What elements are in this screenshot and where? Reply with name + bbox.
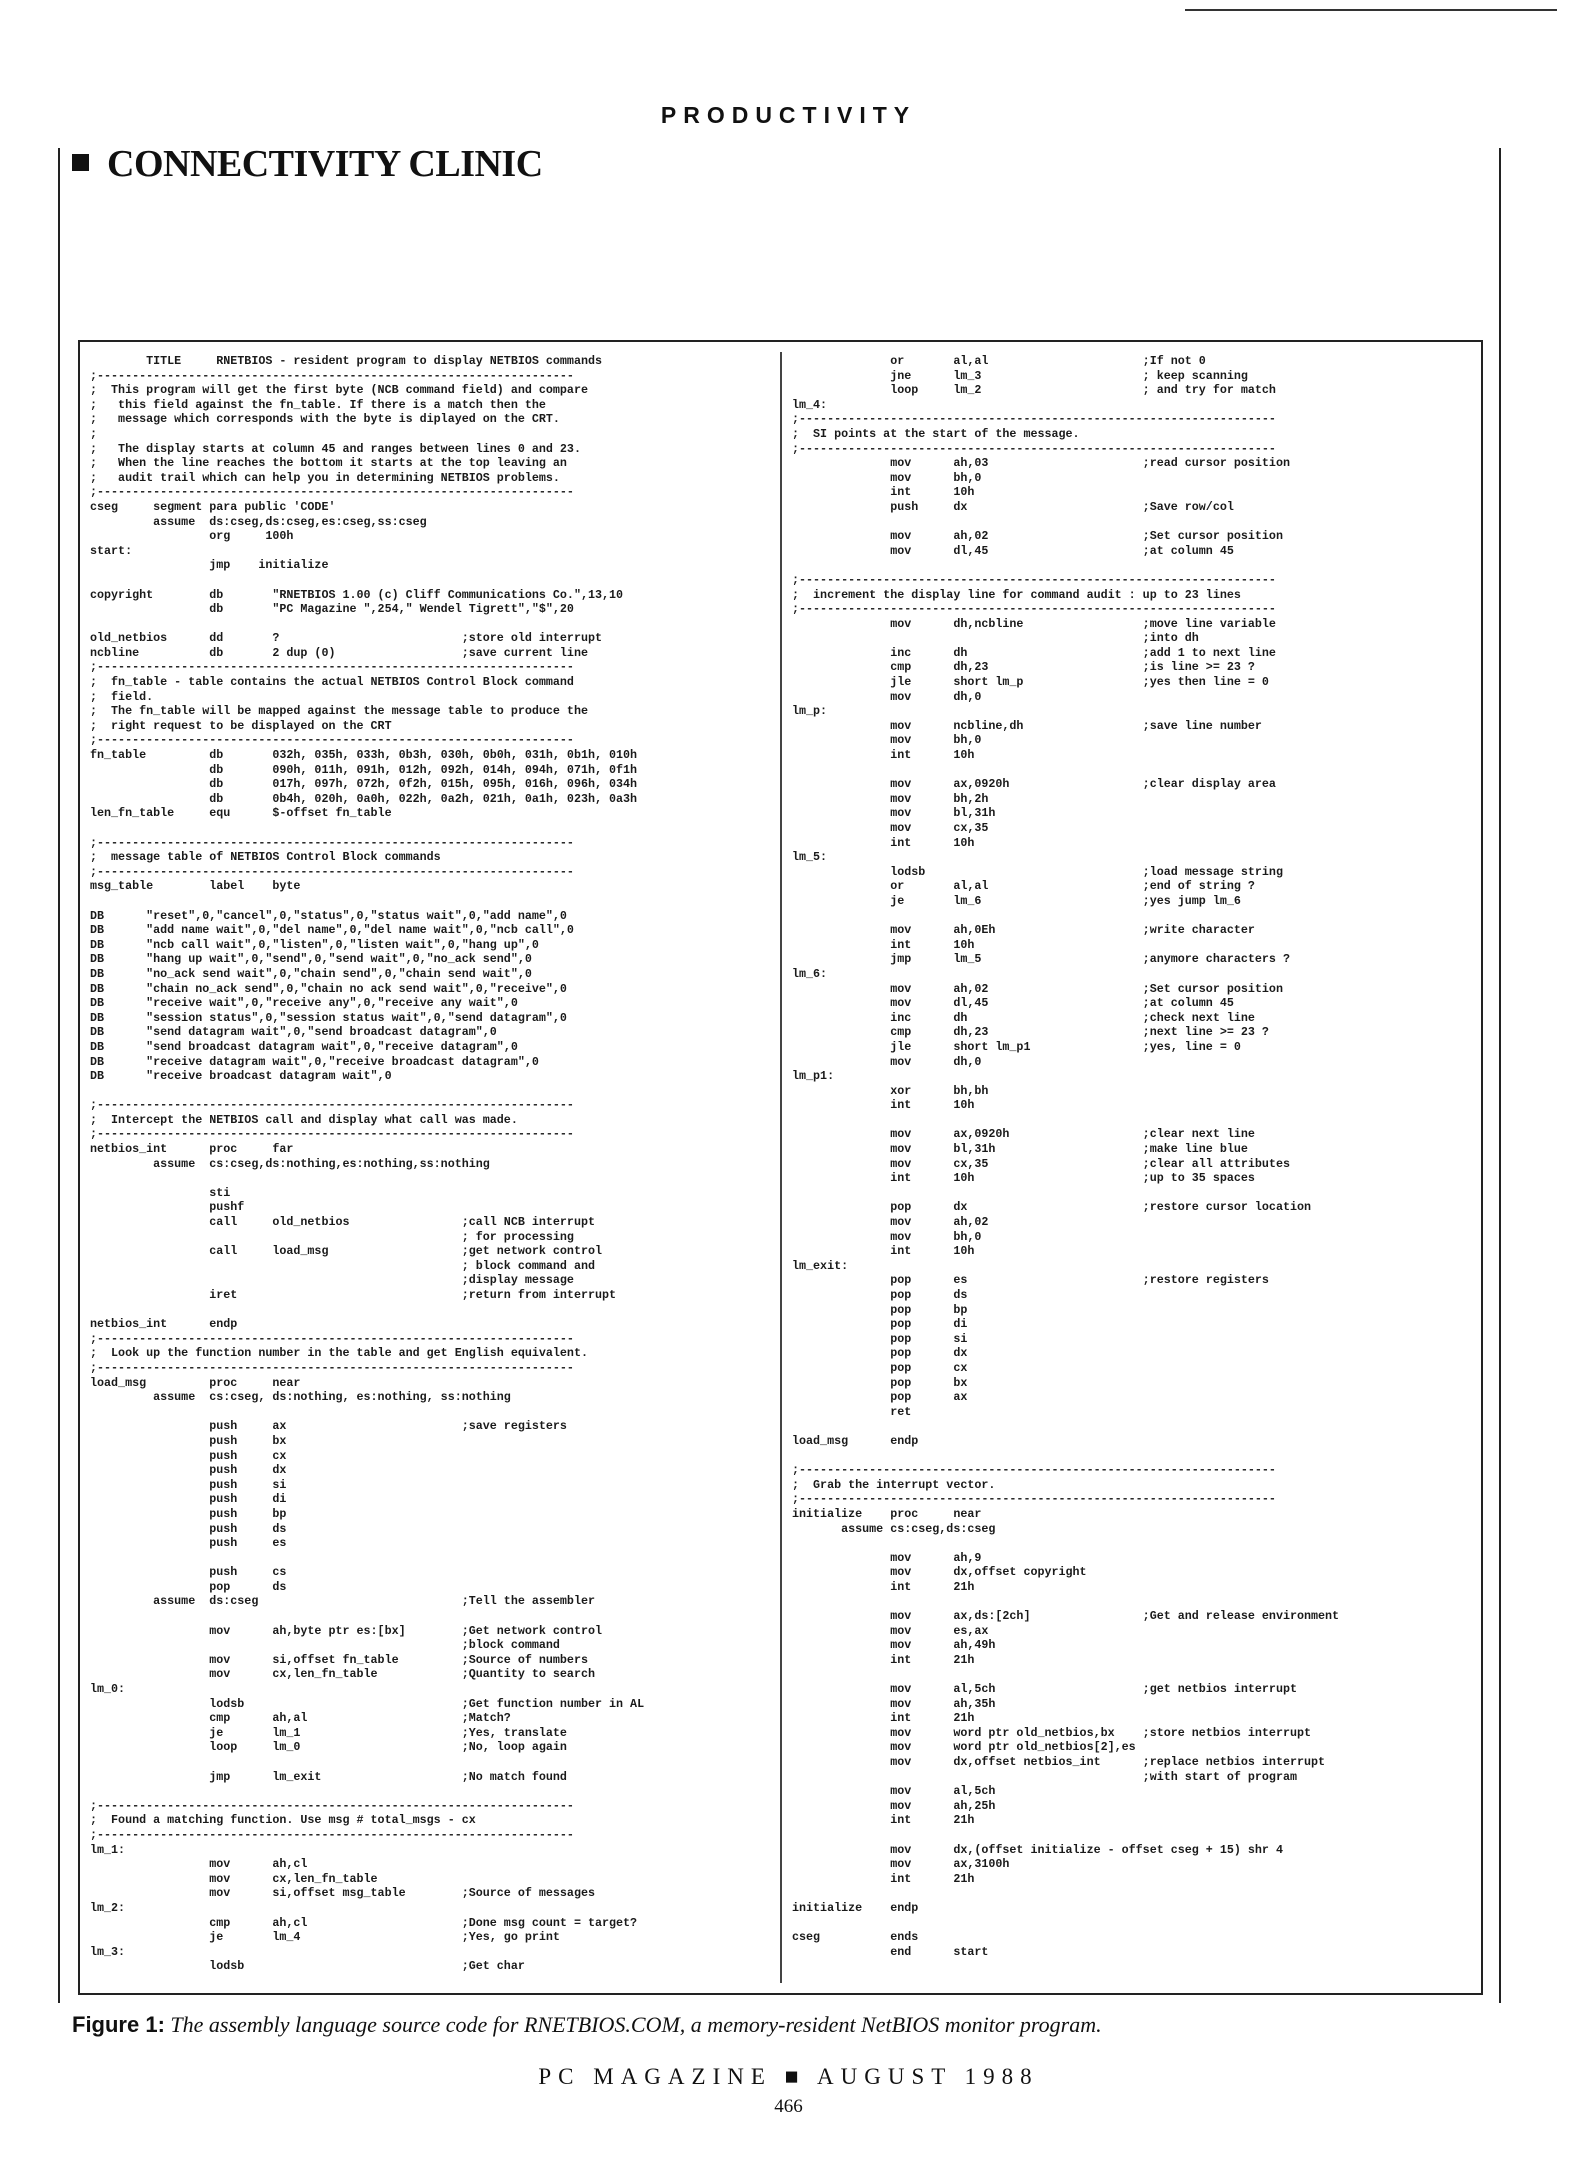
- code-line: jle short lm_p1 ;yes, line = 0: [792, 1039, 1241, 1054]
- code-line: [90, 1551, 770, 1566]
- code-line: mov bh,0: [792, 733, 982, 748]
- code-line: cmp dh,23 ;next line >= 23 ?: [792, 1025, 1269, 1040]
- code-line: mov cx,len_fn_table: [90, 1871, 378, 1886]
- code-line: len_fn_table equ $-offset fn_table: [90, 806, 392, 821]
- code-line: DB "receive broadcast datagram wait",0: [90, 1069, 392, 1084]
- code-line: assume cs:cseg, ds:nothing, es:nothing, ss:nothing: [90, 1390, 511, 1405]
- code-line: pop dx ;restore cursor location: [792, 1200, 1312, 1215]
- code-line: push bp: [90, 1506, 287, 1521]
- code-line: ret: [792, 1404, 912, 1419]
- code-line: int 10h: [792, 748, 975, 763]
- code-line: [90, 1755, 770, 1770]
- code-line: ; When the line reaches the bottom it starts at the top leaving an: [90, 456, 567, 471]
- code-line: call load_msg ;get network control: [90, 1244, 602, 1259]
- code-line: mov ah,9: [792, 1550, 982, 1565]
- code-line: push cs: [90, 1565, 287, 1580]
- code-line: int 21h: [792, 1871, 975, 1886]
- code-line: DB "ncb call wait",0,"listen",0,"listen wait",0,"hang up",0: [90, 937, 539, 952]
- code-line: DB "session status",0,"session status wait",0,"send datagram",0: [90, 1010, 567, 1025]
- code-line: lm_2:: [90, 1900, 126, 1915]
- code-line: mov dl,45 ;at column 45: [792, 996, 1234, 1011]
- code-line: load_msg proc near: [90, 1375, 301, 1390]
- code-line: DB "hang up wait",0,"send",0,"send wait",0,"no_ack send",0: [90, 952, 532, 967]
- code-line: DB "send datagram wait",0,"send broadcast datagram",0: [90, 1025, 497, 1040]
- code-line: ncbline db 2 dup (0) ;save current line: [90, 645, 588, 660]
- code-line: DB "add name wait",0,"del name",0,"del name wait",0,"ncb call",0: [90, 923, 574, 938]
- code-line: db 090h, 011h, 091h, 012h, 092h, 014h, 094h, 071h, 0f1h: [90, 762, 638, 777]
- code-line: ; block command and: [90, 1258, 595, 1273]
- code-line: ;--------------------------------------------------------------------: [90, 835, 574, 850]
- code-line: mov dh,0: [792, 1054, 982, 1069]
- code-line: mov dl,45 ;at column 45: [792, 543, 1234, 558]
- code-line: ;--------------------------------------------------------------------: [792, 1492, 1276, 1507]
- code-listing-right: [792, 354, 1477, 1959]
- code-line: mov ah,02 ;Set cursor position: [792, 981, 1283, 996]
- code-line: lodsb ;Get char: [90, 1959, 525, 1974]
- code-line: initialize endp: [792, 1900, 919, 1915]
- code-line: ;--------------------------------------------------------------------: [792, 412, 1276, 427]
- code-line: [792, 1916, 1477, 1931]
- code-line: pop ax: [792, 1390, 968, 1405]
- code-line: [792, 1113, 1477, 1128]
- code-line: mov bh,2h: [792, 791, 989, 806]
- code-line: [90, 1171, 770, 1186]
- code-line: int 10h: [792, 485, 975, 500]
- code-line: cmp ah,cl ;Done msg count = target?: [90, 1915, 638, 1930]
- code-line: [792, 1186, 1477, 1201]
- code-line: mov cx,35: [792, 821, 989, 835]
- code-line: mov dh,ncbline ;move line variable: [792, 616, 1276, 631]
- caption-text: The assembly language source code for RNETBIOS.COM, a memory-resident NetBIOS monitor program.: [170, 2012, 1102, 2037]
- code-line: lm_p:: [792, 704, 828, 719]
- code-line: ;--------------------------------------------------------------------: [90, 864, 574, 879]
- code-line: mov bh,0: [792, 470, 982, 485]
- code-line: org 100h: [90, 529, 294, 544]
- code-line: ; Intercept the NETBIOS call and display what call was made.: [90, 1112, 518, 1127]
- code-line: lm_5:: [792, 850, 828, 865]
- code-line: ;--------------------------------------------------------------------: [792, 441, 1276, 456]
- code-line: mov ah,49h: [792, 1638, 996, 1653]
- section-label: PRODUCTIVITY: [660, 102, 917, 128]
- code-line: mov si,offset msg_table ;Source of messages: [90, 1886, 595, 1901]
- code-line: [792, 1449, 1477, 1464]
- code-line: jmp lm_5 ;anymore characters ?: [792, 952, 1290, 967]
- page-number: 466: [774, 2096, 803, 2117]
- code-line: mov ax,0920h ;clear display area: [792, 777, 1276, 792]
- code-line: mov bl,31h: [792, 806, 996, 821]
- code-line: push di: [90, 1492, 287, 1507]
- code-line: [792, 1886, 1477, 1901]
- code-line: ; increment the display line for command audit : up to 23 lines: [792, 587, 1241, 602]
- code-line: mov ah,03 ;read cursor position: [792, 456, 1290, 471]
- code-line: mov ah,0Eh ;write character: [792, 923, 1255, 938]
- code-line: int 10h: [792, 1244, 975, 1259]
- code-line: mov ax,3100h: [792, 1857, 1010, 1872]
- code-line: inc dh ;add 1 to next line: [792, 645, 1276, 660]
- code-line: ;--------------------------------------------------------------------: [90, 733, 574, 748]
- code-line: db 017h, 097h, 072h, 0f2h, 015h, 095h, 016h, 096h, 034h: [90, 777, 638, 792]
- code-line: jmp initialize: [90, 558, 329, 573]
- code-line: DB "chain no_ack send",0,"chain no ack send wait",0,"receive",0: [90, 981, 567, 996]
- code-line: cseg ends: [792, 1930, 919, 1945]
- code-line: or al,al ;If not 0: [792, 354, 1206, 368]
- code-line: pop dx: [792, 1346, 968, 1361]
- code-line: push dx: [90, 1463, 287, 1478]
- code-line: mov dx,offset netbios_int ;replace netbios interrupt: [792, 1755, 1326, 1769]
- code-line: assume ds:cseg ;Tell the assembler: [90, 1594, 595, 1609]
- code-line: copyright db "RNETBIOS 1.00 (c) Cliff Communications Co.",13,10: [90, 587, 624, 602]
- code-line: ; message which corresponds with the byte is diplayed on the CRT.: [90, 412, 560, 427]
- code-line: ;--------------------------------------------------------------------: [90, 1098, 574, 1113]
- code-line: start:: [90, 543, 133, 558]
- code-line: ;--------------------------------------------------------------------: [90, 1798, 574, 1813]
- code-line: loop lm_2 ; and try for match: [792, 383, 1276, 398]
- code-line: mov cx,len_fn_table ;Quantity to search: [90, 1667, 595, 1682]
- top-decorative-rule: [1185, 9, 1557, 11]
- code-line: [792, 1536, 1477, 1551]
- code-line: end start: [792, 1944, 989, 1959]
- code-line: ;into dh: [792, 631, 1199, 646]
- code-line: pop bp: [792, 1302, 968, 1317]
- code-line: ; right request to be displayed on the CRT: [90, 718, 392, 733]
- code-line: mov word ptr old_netbios[2],es: [792, 1740, 1136, 1755]
- code-line: [90, 894, 770, 909]
- code-line: ; The fn_table will be mapped against the message table to produce the: [90, 704, 588, 719]
- column-title-text: CONNECTIVITY CLINIC: [107, 143, 543, 185]
- code-line: pop di: [792, 1317, 968, 1332]
- code-line: mov bl,31h ;make line blue: [792, 1142, 1248, 1157]
- caption-label: Figure 1:: [72, 2012, 165, 2037]
- code-line: netbios_int proc far: [90, 1142, 294, 1157]
- code-line: DB "receive datagram wait",0,"receive broadcast datagram",0: [90, 1054, 539, 1069]
- code-line: int 21h: [792, 1652, 975, 1667]
- code-line: [792, 909, 1477, 924]
- code-line: pop ds: [792, 1288, 968, 1302]
- code-line: je lm_6 ;yes jump lm_6: [792, 893, 1241, 908]
- code-line: pop ds: [90, 1579, 287, 1594]
- code-line: [90, 1784, 770, 1799]
- code-line: [90, 1303, 770, 1318]
- code-line: int 10h: [792, 835, 975, 850]
- code-line: lm_0:: [90, 1682, 126, 1697]
- code-line: mov ah,35h: [792, 1696, 996, 1711]
- code-line: mov al,5ch ;get netbios interrupt: [792, 1682, 1297, 1697]
- code-line: DB "receive wait",0,"receive any",0,"receive any wait",0: [90, 996, 518, 1011]
- code-line: [792, 1594, 1477, 1609]
- code-line: assume cs:cseg,ds:nothing,es:nothing,ss:nothing: [90, 1156, 490, 1171]
- code-line: push cx: [90, 1448, 287, 1463]
- code-line: int 10h: [792, 937, 975, 952]
- code-line: cmp dh,23 ;is line >= 23 ?: [792, 660, 1255, 675]
- code-line: assume cs:cseg,ds:cseg: [792, 1521, 996, 1536]
- code-line: lm_p1:: [792, 1069, 835, 1084]
- column-divider: [780, 352, 782, 1983]
- code-line: pop si: [792, 1331, 968, 1346]
- code-line: [90, 821, 770, 836]
- code-figure: [78, 340, 1483, 1995]
- code-line: ;--------------------------------------------------------------------: [90, 1360, 574, 1375]
- code-line: mov cx,35 ;clear all attributes: [792, 1156, 1290, 1171]
- code-line: assume ds:cseg,ds:cseg,es:cseg,ss:cseg: [90, 514, 427, 529]
- code-line: inc dh ;check next line: [792, 1010, 1255, 1025]
- code-line: ;--------------------------------------------------------------------: [90, 660, 574, 675]
- code-line: ; SI points at the start of the message.: [792, 426, 1080, 441]
- code-line: sti: [90, 1185, 231, 1200]
- code-line: iret ;return from interrupt: [90, 1288, 617, 1302]
- code-line: mov dx,(offset initialize - offset cseg + 15) shr 4: [792, 1842, 1283, 1857]
- code-line: mov ax,0920h ;clear next line: [792, 1127, 1255, 1142]
- code-line: lm_1:: [90, 1842, 126, 1857]
- code-line: ;--------------------------------------------------------------------: [90, 1127, 574, 1142]
- code-line: fn_table db 032h, 035h, 033h, 0b3h, 030h, 0b0h, 031h, 0b1h, 010h: [90, 748, 638, 763]
- code-line: db 0b4h, 020h, 0a0h, 022h, 0a2h, 021h, 0a1h, 023h, 0a3h: [90, 791, 638, 806]
- code-line: mov ah,cl: [90, 1857, 308, 1872]
- code-line: ;--------------------------------------------------------------------: [90, 368, 574, 383]
- code-line: msg_table label byte: [90, 879, 301, 894]
- code-line: ;block command: [90, 1638, 560, 1653]
- code-line: [90, 573, 770, 588]
- code-line: int 21h: [792, 1579, 975, 1594]
- code-line: ;--------------------------------------------------------------------: [792, 602, 1276, 617]
- code-line: mov al,5ch: [792, 1784, 996, 1799]
- code-line: mov ah,02: [792, 1215, 989, 1230]
- code-line: ;--------------------------------------------------------------------: [792, 1463, 1276, 1478]
- code-line: pop bx: [792, 1375, 968, 1390]
- code-line: je lm_4 ;Yes, go print: [90, 1930, 560, 1945]
- code-line: initialize proc near: [792, 1506, 982, 1521]
- code-line: ; this field against the fn_table. If there is a match then the: [90, 397, 546, 412]
- code-line: je lm_1 ;Yes, translate: [90, 1725, 567, 1740]
- square-bullet-icon: [72, 154, 89, 171]
- code-line: jle short lm_p ;yes then line = 0: [792, 675, 1269, 690]
- code-line: ; message table of NETBIOS Control Block commands: [90, 850, 441, 865]
- code-line: mov ncbline,dh ;save line number: [792, 718, 1262, 733]
- code-line: lodsb ;load message string: [792, 864, 1283, 879]
- code-line: ;--------------------------------------------------------------------: [90, 485, 574, 500]
- code-line: ;--------------------------------------------------------------------: [792, 572, 1276, 587]
- code-line: lm_6:: [792, 966, 828, 981]
- footer-magazine: PC MAGAZINE ■ AUGUST 1988: [538, 2064, 1039, 2089]
- code-line: [792, 1667, 1477, 1682]
- code-line: push si: [90, 1477, 287, 1492]
- code-line: mov ah,byte ptr es:[bx] ;Get network control: [90, 1623, 602, 1638]
- code-line: [90, 1084, 770, 1099]
- code-line: ; fn_table - table contains the actual NETBIOS Control Block command: [90, 675, 574, 690]
- code-line: xor bh,bh: [792, 1083, 989, 1098]
- code-line: lm_3:: [90, 1944, 126, 1959]
- code-line: mov dx,offset copyright: [792, 1565, 1087, 1580]
- code-line: mov bh,0: [792, 1229, 982, 1244]
- code-line: [792, 515, 1477, 530]
- code-line: lodsb ;Get function number in AL: [90, 1696, 645, 1711]
- code-line: mov dh,0: [792, 689, 982, 704]
- code-line: ;--------------------------------------------------------------------: [90, 1827, 574, 1842]
- code-line: mov word ptr old_netbios,bx ;store netbios interrupt: [792, 1725, 1312, 1740]
- code-line: [90, 1405, 770, 1420]
- code-line: ;with start of program: [792, 1769, 1297, 1784]
- code-line: cseg segment para public 'CODE': [90, 499, 336, 514]
- code-line: [792, 763, 1477, 778]
- code-line: mov si,offset fn_table ;Source of numbers: [90, 1652, 588, 1667]
- code-line: cmp ah,al ;Match?: [90, 1711, 511, 1726]
- code-line: DB "no_ack send wait",0,"chain send",0,"chain send wait",0: [90, 966, 532, 981]
- right-margin-rule: [1499, 148, 1501, 2003]
- code-line: jmp lm_exit ;No match found: [90, 1769, 567, 1784]
- code-line: netbios_int endp: [90, 1317, 238, 1332]
- code-line: DB "send broadcast datagram wait",0,"receive datagram",0: [90, 1039, 518, 1054]
- code-line: ; for processing: [90, 1229, 574, 1244]
- code-line: pop es ;restore registers: [792, 1273, 1269, 1288]
- code-line: ;--------------------------------------------------------------------: [90, 1331, 574, 1346]
- code-listing-left: [90, 354, 770, 1974]
- code-line: mov ah,25h: [792, 1798, 996, 1813]
- code-line: int 10h ;up to 35 spaces: [792, 1171, 1255, 1186]
- code-line: int 21h: [792, 1711, 975, 1726]
- code-line: lm_exit:: [792, 1258, 849, 1273]
- code-line: DB "reset",0,"cancel",0,"status",0,"status wait",0,"add name",0: [90, 908, 567, 923]
- code-line: loop lm_0 ;No, loop again: [90, 1740, 567, 1755]
- code-line: TITLE RNETBIOS - resident program to display NETBIOS commands: [90, 354, 602, 368]
- code-line: ; audit trail which can help you in determining NETBIOS problems.: [90, 470, 560, 485]
- code-line: ; This program will get the first byte (NCB command field) and compare: [90, 383, 588, 398]
- code-line: call old_netbios ;call NCB interrupt: [90, 1215, 595, 1230]
- code-line: push ds: [90, 1521, 287, 1536]
- code-line: mov es,ax: [792, 1623, 989, 1638]
- code-line: push bx: [90, 1433, 287, 1448]
- code-line: pop cx: [792, 1360, 968, 1375]
- figure-caption: [72, 2012, 1512, 2038]
- code-line: ; Found a matching function. Use msg # total_msgs - cx: [90, 1813, 476, 1828]
- code-line: mov ax,ds:[2ch] ;Get and release environment: [792, 1609, 1340, 1624]
- code-line: load_msg endp: [792, 1433, 919, 1448]
- code-line: [90, 617, 770, 632]
- code-line: jne lm_3 ; keep scanning: [792, 368, 1248, 383]
- code-line: int 21h: [792, 1813, 975, 1828]
- code-line: push es: [90, 1536, 287, 1551]
- left-margin-rule: [58, 148, 60, 2003]
- column-title: [72, 142, 543, 186]
- code-line: [792, 558, 1477, 573]
- code-line: push ax ;save registers: [90, 1419, 567, 1434]
- code-line: [90, 1609, 770, 1624]
- code-line: ;display message: [90, 1273, 574, 1288]
- code-line: ; Look up the function number in the table and get English equivalent.: [90, 1346, 588, 1361]
- code-line: ;: [90, 426, 98, 441]
- code-line: pushf: [90, 1200, 245, 1215]
- code-line: ; Grab the interrupt vector.: [792, 1477, 996, 1492]
- code-line: ; field.: [90, 689, 154, 704]
- code-line: db "PC Magazine ",254," Wendel Tigrett","$",20: [90, 602, 574, 617]
- code-line: int 10h: [792, 1098, 975, 1113]
- code-line: [792, 1828, 1477, 1843]
- code-line: mov ah,02 ;Set cursor position: [792, 529, 1283, 544]
- code-line: or al,al ;end of string ?: [792, 879, 1255, 894]
- code-line: lm_4:: [792, 397, 828, 412]
- code-line: [792, 1419, 1477, 1434]
- code-line: old_netbios dd ? ;store old interrupt: [90, 631, 602, 646]
- code-line: push dx ;Save row/col: [792, 499, 1234, 514]
- code-line: ; The display starts at column 45 and ranges between lines 0 and 23.: [90, 441, 581, 456]
